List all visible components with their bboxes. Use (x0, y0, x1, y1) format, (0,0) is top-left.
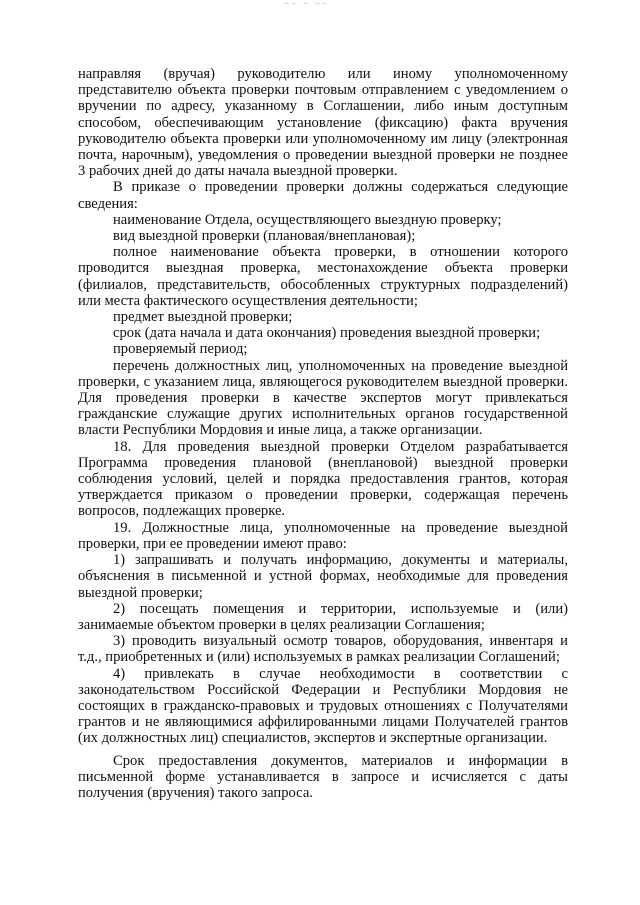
paragraph-p15: 4) привлекать в случае необходимости в соответствии с законодательством Российской Федерации и Республики Мордовия не состоящих в гражданско-правовых и трудовых отношениях с Получателями грантов и не являющимися аффилированными лицами Получателей грантов (их должностных лиц) специалистов, экспертов и экспертные организации. (78, 665, 568, 747)
paragraph-p10: 18. Для проведения выездной проверки Отделом разрабатывается Программа проведения плановой (внеплановой) выездной проверки соблюдения условий, целей и порядка предоставления грантов, которая утверждается приказом о проведении проверки, содержащая перечень вопросов, подлежащих проверке. (78, 438, 568, 520)
paragraph-p4: вид выездной проверки (плановая/внеплановая); (113, 228, 416, 245)
page-number-mark: –– – –– (284, 0, 330, 7)
paragraph-p6: предмет выездной проверки; (113, 309, 293, 326)
paragraph-p12: 1) запрашивать и получать информацию, документы и материалы, объяснения в письменной и устной формах, необходимые для проведения выездной проверки; (78, 552, 568, 601)
paragraph-p7: срок (дата начала и дата окончания) проведения выездной проверки; (113, 325, 541, 342)
paragraph-p8: проверяемый период; (113, 341, 248, 358)
paragraph-p2: В приказе о проведении проверки должны содержаться следующие сведения: (78, 179, 568, 212)
paragraph-p14: 3) проводить визуальный осмотр товаров, оборудования, инвентаря и т.д., приобретенных и (или) используемых в рамках реализации Соглашений; (78, 633, 568, 666)
paragraph-p11: 19. Должностные лица, уполномоченные на проведение выездной проверки, при ее проведении имеют право: (78, 519, 568, 552)
paragraph-p5: полное наименование объекта проверки, в отношении которого проводится выездная проверка, местонахождение объекта проверки (филиалов, представительств, обособленных структурных подразделений) или места фактического осуществления деятельности; (78, 244, 568, 309)
paragraph-p3: наименование Отдела, осуществляющего выездную проверку; (113, 211, 502, 228)
paragraph-p13: 2) посещать помещения и территории, используемые и (или) занимаемые объектом проверки в целях реализации Соглашения; (78, 600, 568, 633)
paragraph-p9: перечень должностных лиц, уполномоченных на проведение выездной проверки, с указанием лица, являющегося руководителем выездной проверки. Для проведения проверки в качестве экспертов могут привлекаться гражданские служащие других исполнительных органов государственной власти Республики Мордовия и иные лица, а также организации. (78, 357, 568, 439)
document-body (78, 66, 568, 801)
paragraph-p1: направляя (вручая) руководителю или иному уполномоченному представителю объекта проверки почтовым отправлением с уведомлением о вручении по адресу, указанному в Соглашении, либо иным доступным способом, обеспечивающим установление (фиксацию) факта вручения руководителю объекта проверки или уполномоченному им лицу (электронная почта, нарочным), уведомления о проведении выездной проверки не позднее 3 рабочих дней до даты начала выездной проверки. (78, 66, 568, 180)
paragraph-p16: Срок предоставления документов, материалов и информации в письменной форме устанавливается в запросе и исчисляется с даты получения (вручения) такого запроса. (78, 752, 568, 801)
